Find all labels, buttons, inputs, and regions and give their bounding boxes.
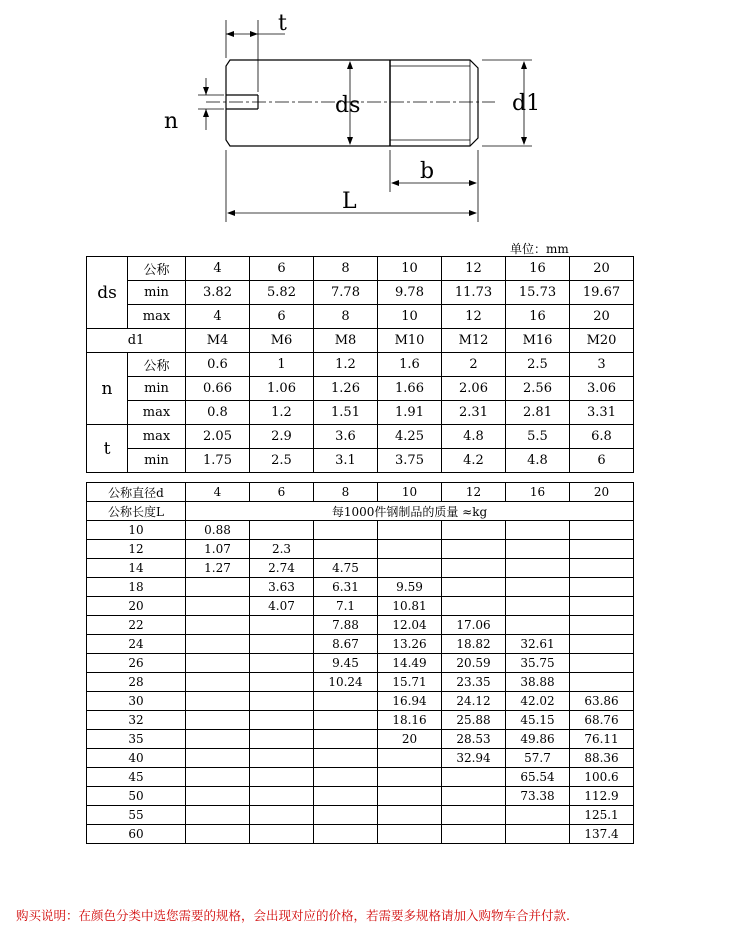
cell: M8 — [314, 329, 378, 353]
cell: 4.25 — [378, 425, 442, 449]
length-cell: 60 — [87, 825, 186, 844]
mass-cell: 125.1 — [570, 806, 634, 825]
mass-cell — [250, 673, 314, 692]
mass-cell: 68.76 — [570, 711, 634, 730]
cell: 4 — [186, 257, 250, 281]
row-label: max — [128, 305, 186, 329]
cell: 2 — [442, 353, 506, 377]
mass-cell — [506, 540, 570, 559]
cell: 1.51 — [314, 401, 378, 425]
mass-cell — [186, 825, 250, 844]
length-cell: 30 — [87, 692, 186, 711]
dimension-table — [86, 256, 634, 473]
mass-cell — [570, 559, 634, 578]
mass-cell: 18.16 — [378, 711, 442, 730]
cell: 1.91 — [378, 401, 442, 425]
table-row — [87, 806, 634, 825]
length-cell: 35 — [87, 730, 186, 749]
d1-label: d1 — [87, 329, 186, 353]
mass-cell: 8.67 — [314, 635, 378, 654]
mass-cell: 2.74 — [250, 559, 314, 578]
cell: M20 — [570, 329, 634, 353]
cell: 20 — [570, 305, 634, 329]
cell: 4.8 — [442, 425, 506, 449]
cell: M6 — [250, 329, 314, 353]
mass-cell: 7.88 — [314, 616, 378, 635]
n-label: n — [87, 353, 128, 425]
label-d1: d1 — [512, 91, 541, 116]
cell: M10 — [378, 329, 442, 353]
mass-cell — [442, 787, 506, 806]
mass-cell — [186, 578, 250, 597]
mass-cell — [506, 825, 570, 844]
mass-cell — [186, 806, 250, 825]
length-cell: 40 — [87, 749, 186, 768]
length-cell: 14 — [87, 559, 186, 578]
mass-cell: 4.07 — [250, 597, 314, 616]
mass-cell — [250, 730, 314, 749]
mass-cell — [250, 521, 314, 540]
table-row — [87, 540, 634, 559]
table-row — [87, 654, 634, 673]
table-row — [87, 711, 634, 730]
cell: 3.6 — [314, 425, 378, 449]
cell: 3 — [570, 353, 634, 377]
mass-cell — [314, 787, 378, 806]
mass-cell: 20 — [378, 730, 442, 749]
mass-cell — [186, 692, 250, 711]
mass-cell — [186, 616, 250, 635]
mass-cell — [506, 616, 570, 635]
cell: 1.2 — [314, 353, 378, 377]
label-n: n — [164, 109, 179, 134]
mass-cell: 45.15 — [506, 711, 570, 730]
cell: 3.31 — [570, 401, 634, 425]
label-ds: ds — [335, 93, 361, 118]
mass-cell — [570, 521, 634, 540]
mass-cell — [378, 749, 442, 768]
mass-cell — [506, 521, 570, 540]
mass-cell — [314, 825, 378, 844]
table-row — [87, 673, 634, 692]
cell: 12 — [442, 257, 506, 281]
mass-cell: 10.24 — [314, 673, 378, 692]
mass-cell — [378, 787, 442, 806]
mass-cell — [186, 597, 250, 616]
mass-cell — [570, 635, 634, 654]
mass-cell: 38.88 — [506, 673, 570, 692]
cell: 2.5 — [250, 449, 314, 473]
mass-cell — [186, 730, 250, 749]
length-cell: 28 — [87, 673, 186, 692]
mass-cell — [442, 768, 506, 787]
mass-cell — [250, 806, 314, 825]
mass-cell — [186, 787, 250, 806]
cell: 16 — [506, 257, 570, 281]
mass-cell — [186, 768, 250, 787]
mass-cell — [314, 540, 378, 559]
mass-cell — [186, 635, 250, 654]
mass-cell — [314, 806, 378, 825]
cell: 15.73 — [506, 281, 570, 305]
cell: 1 — [250, 353, 314, 377]
cell: 3.1 — [314, 449, 378, 473]
mass-cell: 9.59 — [378, 578, 442, 597]
cell: 4.8 — [506, 449, 570, 473]
mass-cell: 24.12 — [442, 692, 506, 711]
mass-cell: 100.6 — [570, 768, 634, 787]
t-label: t — [87, 425, 128, 473]
mass-cell: 76.11 — [570, 730, 634, 749]
mass-cell — [570, 616, 634, 635]
length-cell: 50 — [87, 787, 186, 806]
cell: 1.75 — [186, 449, 250, 473]
mass-cell — [378, 521, 442, 540]
mass-cell — [442, 597, 506, 616]
mass-title: 每1000件钢制品的质量 ≈kg — [186, 502, 634, 521]
length-cell: 22 — [87, 616, 186, 635]
size-header: 12 — [442, 483, 506, 502]
row-label: min — [128, 281, 186, 305]
mass-cell: 10.81 — [378, 597, 442, 616]
cell: 1.06 — [250, 377, 314, 401]
mass-cell: 63.86 — [570, 692, 634, 711]
mass-cell: 88.36 — [570, 749, 634, 768]
mass-cell: 20.59 — [442, 654, 506, 673]
table-row — [87, 749, 634, 768]
table-row — [87, 825, 634, 844]
mass-cell: 18.82 — [442, 635, 506, 654]
mass-cell: 49.86 — [506, 730, 570, 749]
mass-cell — [570, 597, 634, 616]
table-row — [87, 692, 634, 711]
mass-cell: 7.1 — [314, 597, 378, 616]
cell: M12 — [442, 329, 506, 353]
cell: 3.06 — [570, 377, 634, 401]
mass-cell: 1.27 — [186, 559, 250, 578]
cell: 5.5 — [506, 425, 570, 449]
mass-cell — [378, 540, 442, 559]
table-row — [87, 787, 634, 806]
mass-cell — [186, 711, 250, 730]
mass-cell — [250, 711, 314, 730]
mass-cell — [378, 825, 442, 844]
cell: 2.9 — [250, 425, 314, 449]
mass-cell — [250, 749, 314, 768]
cell: 8 — [314, 257, 378, 281]
cell: 1.2 — [250, 401, 314, 425]
size-header: 16 — [506, 483, 570, 502]
cell: 10 — [378, 257, 442, 281]
label-t: t — [278, 11, 287, 36]
mass-cell — [378, 559, 442, 578]
length-cell: 45 — [87, 768, 186, 787]
cell: 6 — [250, 257, 314, 281]
mass-cell — [186, 749, 250, 768]
cell: 2.56 — [506, 377, 570, 401]
mass-cell: 0.88 — [186, 521, 250, 540]
mass-cell: 137.4 — [570, 825, 634, 844]
table-row — [87, 521, 634, 540]
mass-cell — [250, 616, 314, 635]
size-header: 8 — [314, 483, 378, 502]
unit-label: 单位：mm — [510, 242, 569, 256]
mass-cell — [314, 521, 378, 540]
mass-cell — [314, 768, 378, 787]
table-row — [87, 730, 634, 749]
mass-cell — [250, 825, 314, 844]
cell: M16 — [506, 329, 570, 353]
cell: 0.6 — [186, 353, 250, 377]
mass-cell — [186, 654, 250, 673]
mass-cell: 15.71 — [378, 673, 442, 692]
mass-cell: 1.07 — [186, 540, 250, 559]
cell: M4 — [186, 329, 250, 353]
screw-drawing — [150, 0, 550, 235]
cell: 3.82 — [186, 281, 250, 305]
mass-cell: 2.3 — [250, 540, 314, 559]
mass-cell — [442, 559, 506, 578]
mass-cell: 12.04 — [378, 616, 442, 635]
label-L: L — [342, 189, 357, 214]
mass-cell: 23.35 — [442, 673, 506, 692]
label-b: b — [420, 159, 435, 184]
cell: 2.5 — [506, 353, 570, 377]
header-nominal-length: 公称长度L — [87, 502, 186, 521]
row-label: max — [128, 401, 186, 425]
row-label: 公称 — [128, 257, 186, 281]
mass-cell — [250, 768, 314, 787]
mass-cell — [570, 540, 634, 559]
mass-cell: 112.9 — [570, 787, 634, 806]
cell: 0.66 — [186, 377, 250, 401]
cell: 4.2 — [442, 449, 506, 473]
row-label: min — [128, 377, 186, 401]
mass-cell: 73.38 — [506, 787, 570, 806]
header-nominal-diameter: 公称直径d — [87, 483, 186, 502]
mass-cell — [314, 749, 378, 768]
table-row — [87, 635, 634, 654]
mass-cell — [378, 806, 442, 825]
cell: 2.31 — [442, 401, 506, 425]
length-cell: 20 — [87, 597, 186, 616]
table-row — [87, 597, 634, 616]
mass-cell: 9.45 — [314, 654, 378, 673]
mass-cell — [250, 787, 314, 806]
mass-cell: 32.61 — [506, 635, 570, 654]
cell: 19.67 — [570, 281, 634, 305]
row-label: max — [128, 425, 186, 449]
mass-cell — [570, 654, 634, 673]
mass-cell — [442, 578, 506, 597]
table-row — [87, 578, 634, 597]
cell: 9.78 — [378, 281, 442, 305]
length-cell: 24 — [87, 635, 186, 654]
cell: 6 — [570, 449, 634, 473]
table-row — [87, 768, 634, 787]
mass-cell: 35.75 — [506, 654, 570, 673]
cell: 5.82 — [250, 281, 314, 305]
length-cell: 26 — [87, 654, 186, 673]
cell: 2.81 — [506, 401, 570, 425]
mass-cell — [570, 673, 634, 692]
mass-cell — [506, 806, 570, 825]
cell: 1.6 — [378, 353, 442, 377]
mass-cell: 25.88 — [442, 711, 506, 730]
mass-cell — [506, 597, 570, 616]
mass-table — [86, 482, 634, 844]
mass-cell: 65.54 — [506, 768, 570, 787]
mass-cell — [186, 673, 250, 692]
mass-cell — [442, 806, 506, 825]
cell: 20 — [570, 257, 634, 281]
mass-cell: 32.94 — [442, 749, 506, 768]
mass-cell — [250, 635, 314, 654]
mass-cell: 17.06 — [442, 616, 506, 635]
mass-cell — [250, 654, 314, 673]
table-row — [87, 616, 634, 635]
ds-label: ds — [87, 257, 128, 329]
length-cell: 18 — [87, 578, 186, 597]
mass-cell — [570, 578, 634, 597]
cell: 1.66 — [378, 377, 442, 401]
cell: 2.05 — [186, 425, 250, 449]
mass-cell — [442, 521, 506, 540]
mass-cell: 28.53 — [442, 730, 506, 749]
length-cell: 12 — [87, 540, 186, 559]
mass-cell — [506, 559, 570, 578]
mass-cell — [314, 692, 378, 711]
length-cell: 55 — [87, 806, 186, 825]
cell: 12 — [442, 305, 506, 329]
cell: 3.75 — [378, 449, 442, 473]
row-label: 公称 — [128, 353, 186, 377]
purchase-note: 购买说明：在颜色分类中选您需要的规格，会出现对应的价格，若需要多规格请加入购物车合并付款. — [16, 908, 570, 923]
cell: 8 — [314, 305, 378, 329]
mass-cell — [506, 578, 570, 597]
mass-cell: 14.49 — [378, 654, 442, 673]
cell: 2.06 — [442, 377, 506, 401]
cell: 1.26 — [314, 377, 378, 401]
cell: 7.78 — [314, 281, 378, 305]
size-header: 6 — [250, 483, 314, 502]
mass-cell: 6.31 — [314, 578, 378, 597]
cell: 16 — [506, 305, 570, 329]
mass-cell: 4.75 — [314, 559, 378, 578]
mass-cell — [442, 540, 506, 559]
length-cell: 10 — [87, 521, 186, 540]
mass-cell: 16.94 — [378, 692, 442, 711]
size-header: 20 — [570, 483, 634, 502]
mass-cell — [314, 730, 378, 749]
cell: 6 — [250, 305, 314, 329]
mass-cell: 42.02 — [506, 692, 570, 711]
mass-cell: 3.63 — [250, 578, 314, 597]
size-header: 10 — [378, 483, 442, 502]
cell: 6.8 — [570, 425, 634, 449]
mass-cell — [378, 768, 442, 787]
mass-cell — [250, 692, 314, 711]
row-label: min — [128, 449, 186, 473]
length-cell: 32 — [87, 711, 186, 730]
cell: 4 — [186, 305, 250, 329]
size-header: 4 — [186, 483, 250, 502]
table-row — [87, 559, 634, 578]
mass-cell — [442, 825, 506, 844]
mass-cell: 57.7 — [506, 749, 570, 768]
cell: 11.73 — [442, 281, 506, 305]
mass-cell — [314, 711, 378, 730]
cell: 10 — [378, 305, 442, 329]
mass-cell: 13.26 — [378, 635, 442, 654]
cell: 0.8 — [186, 401, 250, 425]
